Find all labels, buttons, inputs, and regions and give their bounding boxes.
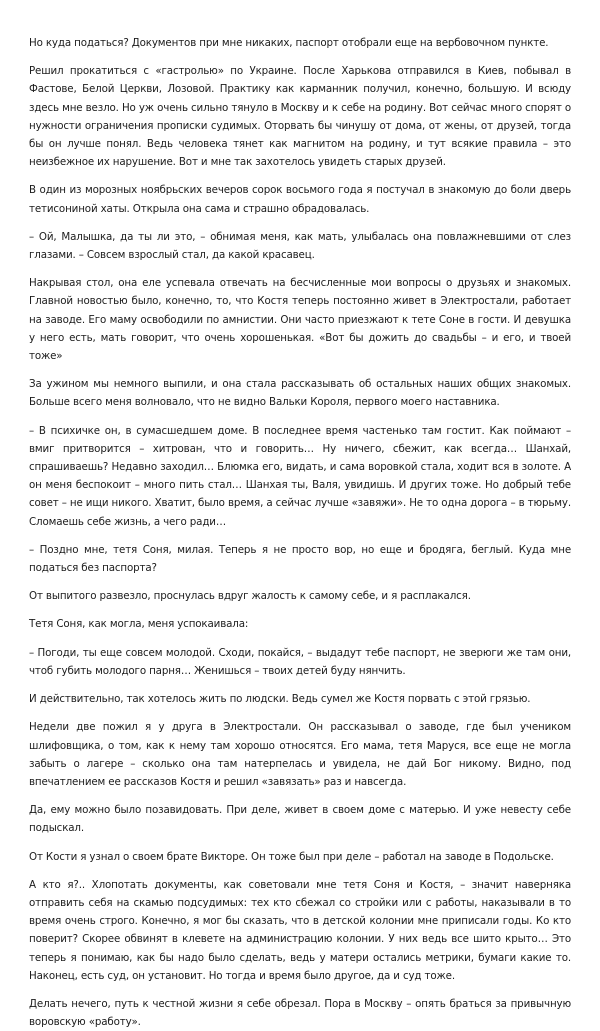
paragraph: А кто я?.. Хлопотать документы, как советовали мне тетя Соня и Костя, – значит наверняка отправить себя на скамью подсудимых: тех кто сбежал со стройки или с работы, наказывали в то время очень строго. Конечно, я мог бы сказать, что в детской колонии мне приписали годы. Ко кто поверит? Скорее обвинят в клевете на администрацию колонии. У них ведь все шито крыто… Это теперь я понимаю, как бы надо было сделать, ведь у матери остались метрики, бумаги какие то. Наконец, есть суд, он установит. Но тогда и время было другое, да и суд тоже. (29, 878, 571, 982)
paragraph: За ужином мы немного выпили, и она стала рассказывать об остальных наших общих знакомых. Больше всего меня волновало, что не видно Вальки Короля, первого моего наставника. (29, 378, 571, 409)
paragraph: Делать нечего, путь к честной жизни я себе обрезал. Пора в Москву – опять браться за привычную воровскую «работу». (29, 997, 571, 1029)
paragraph: Недели две пожил я у друга в Электростали. Он рассказывал о заводе, где был учеником шлифовщика, о том, как к нему там хорошо относятся. Его мама, тетя Маруся, все еще не могла забыть о лагере – сколько она там натерпелась и увидела, не дай Бог никому. Видно, под впечатлением ее рассказов Костя и решил «завязать» раз и навсегда. (29, 721, 571, 788)
paragraph: В один из морозных ноябрьских вечеров сорок восьмого года я постучал в знакомую до боли дверь тетисониной хаты. Открыла она сама и страшно обрадовалась. (29, 184, 571, 215)
paragraph: Но куда податься? Документов при мне никаких, паспорт отобрали еще на вербовочном пункте. (29, 37, 549, 49)
paragraph: – В психичке он, в сумасшедшем доме. В последнее время частенько там гостит. Как поймают – вмиг притворится – хитрован, что и говорить… Ну ничего, сбежит, как всегда… Шанхай, спрашиваешь? Недавно заходил… Блюмка его, видать, и сама воровкой стала, ходит вся в золоте. А он меня беспокоит – много пить стал… Шанхая ты, Валя, увидишь. И других тоже. Но добрый тебе совет – не ищи никого. Хватит, было время, а сейчас лучше «завяжи». Не то одна дорога – в тюрьму. Сломаешь себе жизнь, а чего ради… (29, 424, 571, 528)
paragraph: – Погоди, ты еще совсем молодой. Сходи, покайся, – выдадут тебе паспорт, не зверюги же там они, чтоб губить молодого парня… Женишься – твоих детей буду нянчить. (29, 646, 571, 677)
paragraph: От Кости я узнал о своем брате Викторе. Он тоже был при деле – работал на заводе в Подольске. (29, 850, 554, 863)
paragraph: Тетя Соня, как могла, меня успокаивала: (29, 618, 249, 631)
paragraph: – Поздно мне, тетя Соня, милая. Теперь я не просто вор, но еще и бродяга, беглый. Куда мне податься без паспорта? (29, 543, 571, 575)
paragraph: И действительно, так хотелось жить по людски. Ведь сумел же Костя порвать с этой грязью. (29, 693, 531, 706)
paragraph: Накрывая стол, она еле успевала отвечать на бесчисленные мои вопросы о друзьях и знакомых. Главной новостью было, конечно, то, что Костя теперь постоянно живет в Электростали, работает на заводе. Его маму освободили по амнистии. Они часто приезжают к тете Соне в гости. И девушка у него есть, мать говорит, что очень хорошенькая. «Вот бы дожить до свадьбы – и его, и твоей тоже» (29, 277, 571, 363)
paragraph: От выпитого развезло, проснулась вдруг жалость к самому себе, и я расплакался. (29, 590, 471, 603)
paragraph: Да, ему можно было позавидовать. При деле, живет в своем доме с матерью. И уже невесту себе подыскал. (29, 804, 571, 835)
paragraph: – Ой, Малышка, да ты ли это, – обнимая меня, как мать, улыбалась она повлажневшими от слез глазами. – Совсем взрослый стал, да какой красавец. (29, 230, 571, 262)
paragraph: Решил прокатиться с «гастролью» по Украине. После Харькова отправился в Киев, побывал в Фастове, Белой Церкви, Лозовой. Практику как карманник получил, конечно, большую. И всюду здесь мне везло. Но уж очень сильно тянуло в Москву и к себе на родину. Вот сейчас много спорят о нужности ограничения прописки судимых. Оторвать бы чинушу от дома, от жены, от друзей, тогда бы он лучше понял. Ведь человека тянет как магнитом на родину, и тут всякие правила – это неизбежное их нарушение. Вот и мне так захотелось увидеть старых друзей. (29, 65, 571, 169)
